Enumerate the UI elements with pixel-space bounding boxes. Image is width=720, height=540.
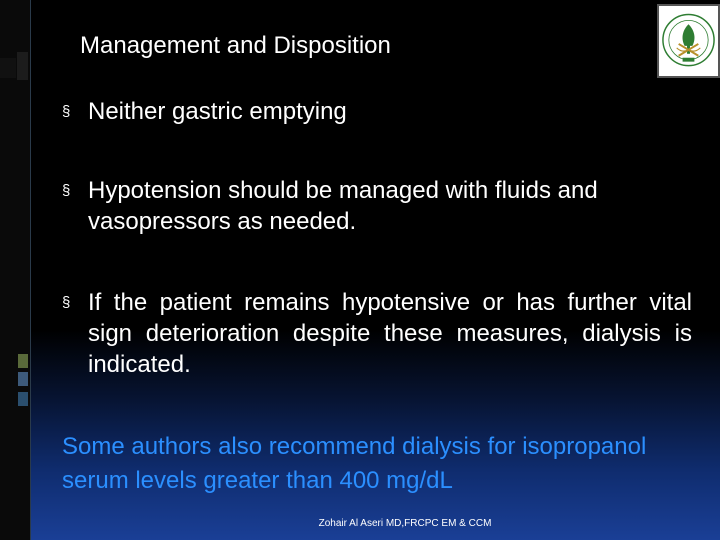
left-divider-line	[30, 0, 31, 540]
title-accent-bar	[17, 52, 28, 80]
footer-author: Zohair Al Aseri MD,FRCPC EM & CCM	[318, 518, 492, 529]
bullet-marker-icon: §	[62, 103, 71, 120]
bullet-text: Neither gastric emptying	[88, 98, 347, 125]
slide-footer	[0, 518, 720, 529]
bullet-marker-icon: §	[62, 294, 71, 311]
decorative-block-steel	[18, 372, 28, 386]
decorative-block-olive	[18, 354, 28, 368]
slide-title: Management and Disposition	[80, 32, 391, 59]
left-side-bar	[0, 0, 30, 540]
university-seal-icon	[657, 4, 720, 78]
bullet-text: Hypotension should be managed with fluids and vasopressors as needed.	[88, 177, 598, 235]
bullet-item	[62, 175, 692, 237]
bullet-item	[62, 96, 692, 127]
bullet-item	[62, 287, 692, 380]
decorative-block-blue	[18, 392, 28, 406]
bullet-marker-icon: §	[62, 182, 71, 199]
bullet-text: If the patient remains hypotensive or has further vital sign deterioration despite these measures, dialysis is indicated.	[88, 289, 692, 378]
note-text: Some authors also recommend dialysis for isopropanol serum levels greater than 400 mg/dL	[62, 433, 647, 494]
title-accent-block	[0, 58, 16, 78]
